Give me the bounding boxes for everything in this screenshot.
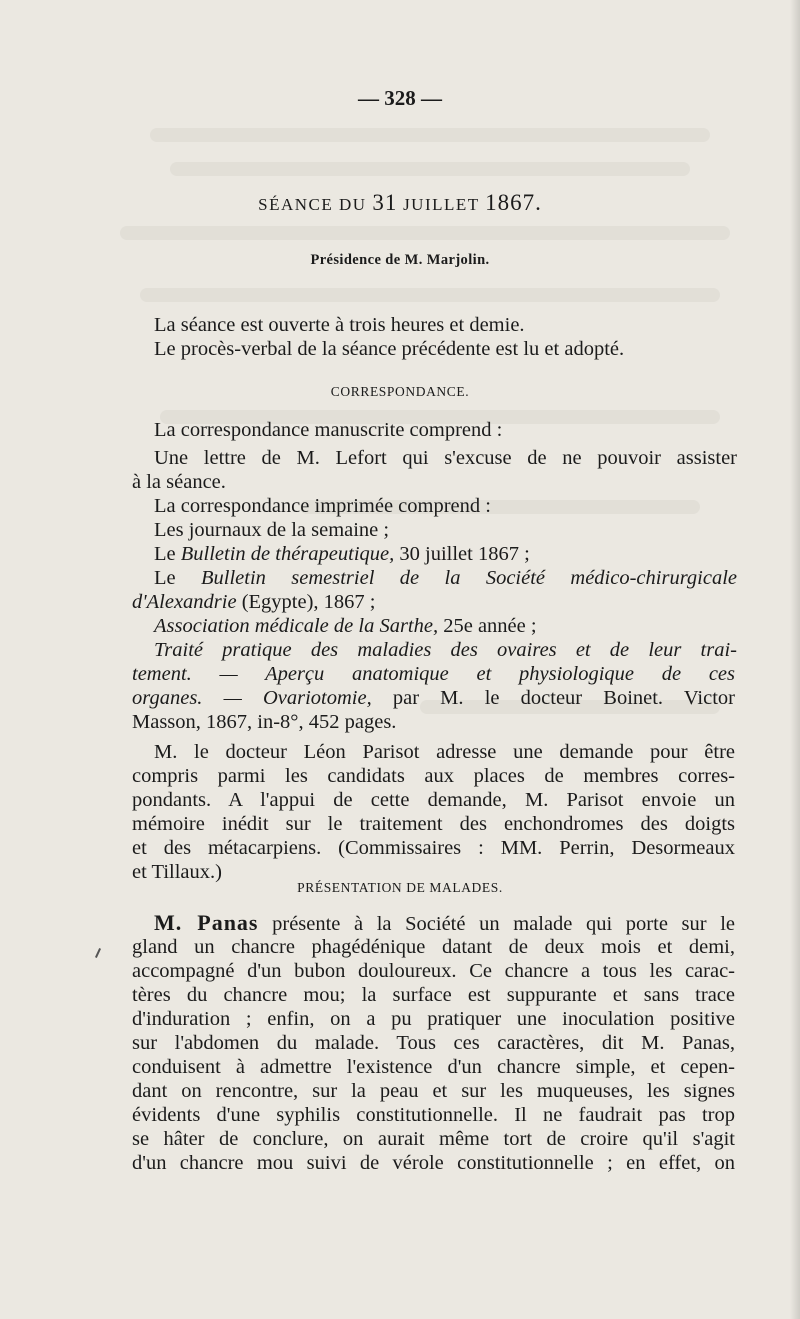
parisot-line-4: mémoire inédit sur le traitement des enchondromes des doigts: [132, 813, 735, 835]
panas-line-9: évidents d'une syphilis constitutionnelle. Il ne faudrait pas trop: [132, 1104, 735, 1126]
alexandrie-line: d'Alexandrie (Egypte), 1867 ;: [132, 591, 376, 613]
page-number: — 328 —: [358, 86, 442, 110]
opening-line-1: La séance est ouverte à trois heures et demie.: [154, 314, 525, 336]
session-title: [0, 190, 800, 216]
panas-line-7: conduisent à admettre l'existence d'un chancre simple, et cepen-: [132, 1056, 735, 1078]
presidency: Présidence de M. Marjolin.: [310, 252, 490, 268]
session-month: JUILLET: [403, 195, 480, 214]
opening-line-2: Le procès-verbal de la séance précédente est lu et adopté.: [154, 338, 625, 360]
lefort-letter-line-2: à la séance.: [132, 471, 226, 493]
panas-line-5: d'induration ; enfin, on a pu pratiquer une inoculation positive: [132, 1008, 735, 1030]
panas-line-4: tères du chancre mou; la surface est suppurante et sans trace: [132, 984, 735, 1006]
sarthe-item: Association médicale de la Sarthe, 25e année ;: [154, 615, 537, 637]
parisot-line-3: pondants. A l'appui de cette demande, M. Parisot envoie un: [132, 789, 735, 811]
panas-line-1: M. Panas présente à la Société un malade qui porte sur le: [154, 910, 736, 935]
panas-line-6: sur l'abdomen du malade. Tous ces caractères, dit M. Panas,: [132, 1032, 735, 1054]
session-year: 1867.: [485, 190, 542, 215]
panas-line-10: se hâter de conclure, on aurait même tort de croire qu'il s'agit: [132, 1128, 735, 1150]
traite-line-4: Masson, 1867, in-8°, 452 pages.: [132, 711, 397, 733]
speaker-name: M. Panas: [154, 910, 259, 935]
lefort-letter-line-1: Une lettre de M. Lefort qui s'excuse de ne pouvoir assister: [154, 447, 737, 469]
presentation-heading: PRÉSENTATION DE MALADES.: [297, 880, 503, 895]
session-prefix: SÉANCE DU: [258, 195, 367, 214]
journals-item: Les journaux de la semaine ;: [154, 519, 390, 541]
manuscript-intro: La correspondance manuscrite comprend :: [154, 419, 503, 441]
correspondence-heading: CORRESPONDANCE.: [330, 384, 470, 399]
printed-intro: La correspondance imprimée comprend :: [154, 495, 491, 517]
traite-line-1: Traité pratique des maladies des ovaires et de leur trai-: [154, 639, 737, 661]
bulletin-semestriel-item: Le Bulletin semestriel de la Société médico-chirurgicale: [154, 567, 737, 589]
panas-line-3: accompagné d'un bubon douloureux. Ce chancre a tous les carac-: [132, 960, 735, 982]
panas-line-11: d'un chancre mou suivi de vérole constitutionnelle ; en effet, on: [132, 1152, 735, 1174]
parisot-line-6: et Tillaux.): [132, 861, 222, 883]
paper-speck: [95, 948, 101, 958]
panas-line-8: dant on rencontre, sur la peau et sur les muqueuses, les signes: [132, 1080, 735, 1102]
session-day: 31: [372, 190, 398, 215]
panas-line-2: gland un chancre phagédénique datant de deux mois et demi,: [132, 936, 735, 958]
traite-line-2: tement. — Aperçu anatomique et physiologique de ces: [132, 663, 735, 685]
bulletin-therapeutique-item: Le Bulletin de thérapeutique, 30 juillet 1867 ;: [154, 543, 530, 565]
parisot-line-5: et des métacarpiens. (Commissaires : MM. Perrin, Desormeaux: [132, 837, 735, 859]
parisot-line-1: M. le docteur Léon Parisot adresse une demande pour être: [154, 741, 735, 763]
traite-line-3: organes. — Ovariotomie, par M. le docteur Boinet. Victor: [132, 687, 735, 709]
parisot-line-2: compris parmi les candidats aux places de membres corres-: [132, 765, 735, 787]
